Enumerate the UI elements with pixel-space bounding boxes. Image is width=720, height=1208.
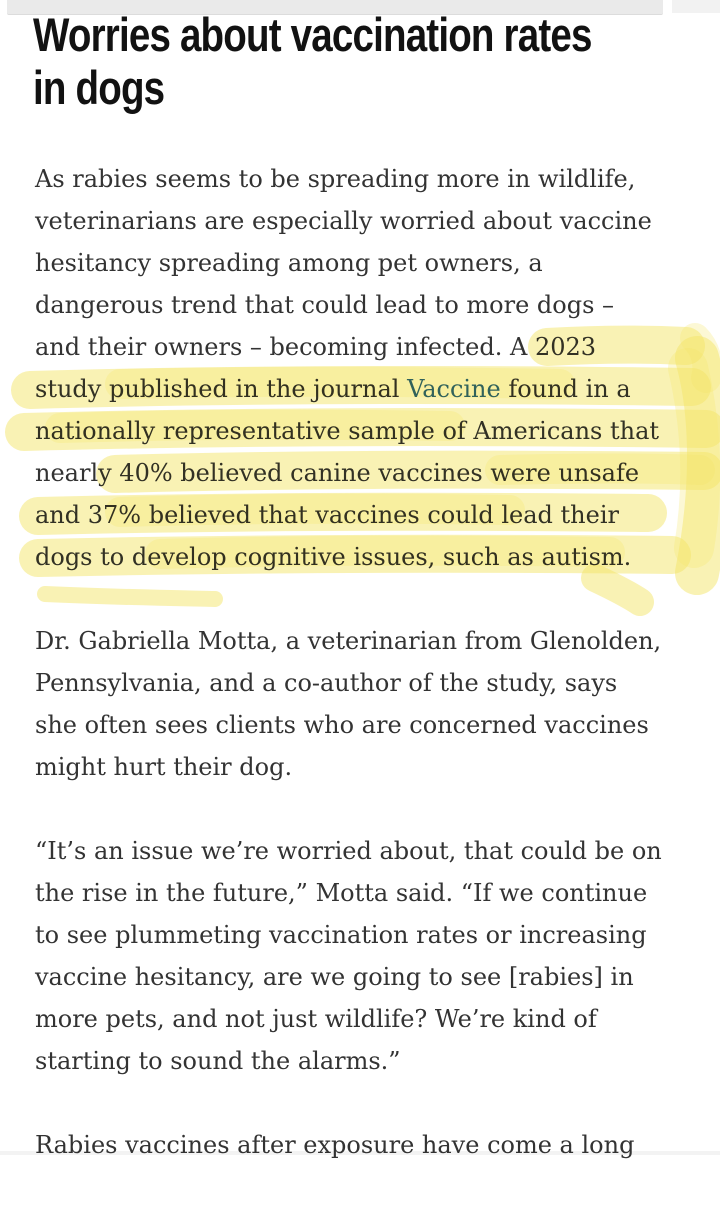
paragraph-line — [35, 368, 705, 410]
article-body — [35, 158, 705, 1208]
paragraph-line: nearly 40% believed canine vaccines were unsafe — [35, 459, 640, 487]
paragraph-line: and their owners – becoming infected. A 2023 — [35, 333, 597, 361]
paragraph-line: “It’s an issue we’re worried about, that could be on — [35, 837, 662, 865]
paragraph-line: might hurt their dog. — [35, 753, 293, 781]
line-text: found in a — [500, 375, 631, 403]
paragraph-line: starting to sound the alarms.” — [35, 1047, 401, 1075]
paragraph-3 — [35, 830, 705, 1082]
paragraph-4 — [35, 1124, 705, 1166]
paragraph-line: dogs to develop cognitive issues, such as autism. — [35, 543, 632, 571]
paragraph-line: Dr. Gabriella Motta, a veterinarian from Glenolden, — [35, 627, 662, 655]
paragraph-2 — [35, 620, 705, 788]
article-headline — [33, 8, 714, 114]
paragraph-line: the rise in the future,” Motta said. “If we continue — [35, 879, 648, 907]
paragraph-line: vaccine hesitancy, are we going to see [rabies] in — [35, 963, 634, 991]
paragraph-line: hesitancy spreading among pet owners, a — [35, 249, 543, 277]
paragraph-line: and 37% believed that vaccines could lead their — [35, 501, 619, 529]
paragraph-1 — [35, 158, 705, 578]
headline-line-1: Worries about vaccination rates — [33, 8, 592, 61]
paragraph-line: more pets, and not just wildlife? We’re kind of — [35, 1005, 597, 1033]
paragraph-line: veterinarians are especially worried about vaccine — [35, 207, 652, 235]
paragraph-line: to see plummeting vaccination rates or increasing — [35, 921, 647, 949]
paragraph-line: Pennsylvania, and a co-author of the study, says — [35, 669, 618, 697]
paragraph-line: she often sees clients who are concerned vaccines — [35, 711, 649, 739]
paragraph-line: dangerous trend that could lead to more dogs – — [35, 291, 615, 319]
line-text: study published in the journal — [35, 375, 408, 403]
vaccine-journal-link[interactable]: Vaccine — [407, 375, 501, 403]
headline-line-2: in dogs — [33, 61, 165, 114]
paragraph-line: Rabies vaccines after exposure have come a long — [35, 1131, 635, 1159]
paragraph-line: nationally representative sample of Americans that — [35, 417, 660, 445]
paragraph-line: As rabies seems to be spreading more in wildlife, — [35, 165, 636, 193]
